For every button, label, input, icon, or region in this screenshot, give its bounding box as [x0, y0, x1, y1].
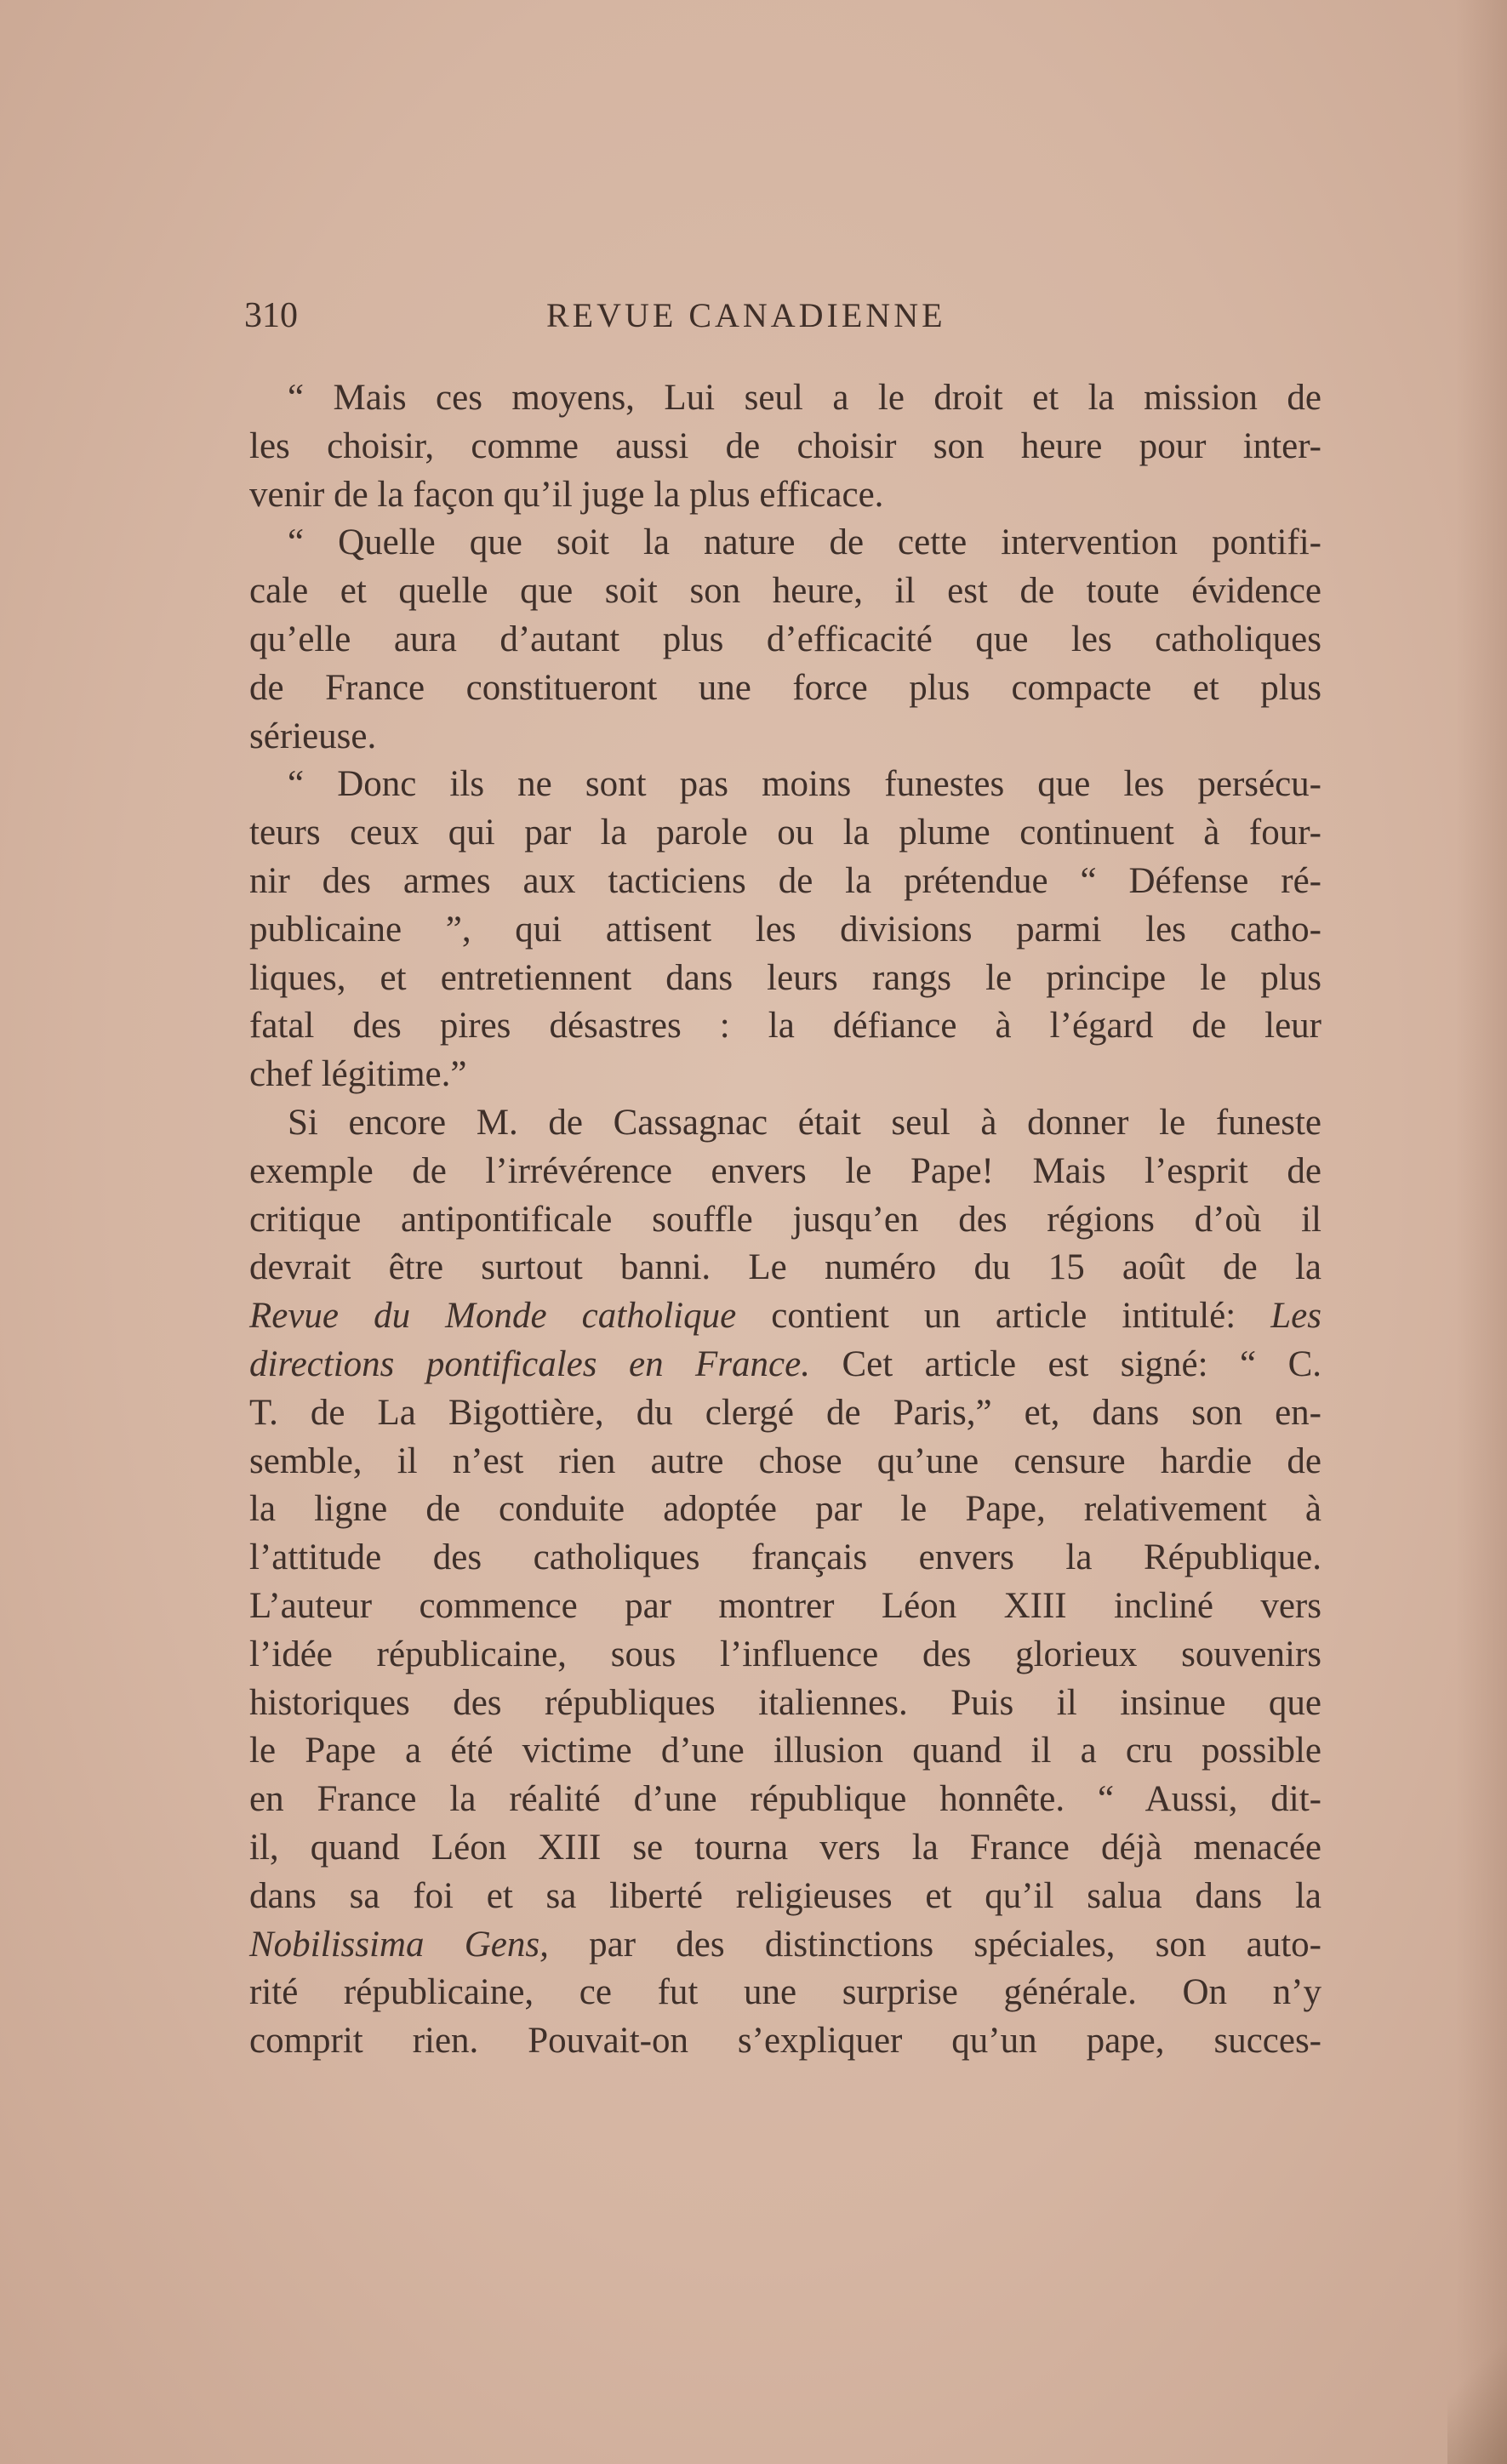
text-line: de France constitueront une force plus compacte et plus — [249, 667, 1321, 708]
text-span: Cet article est signé: “ C. — [809, 1343, 1322, 1384]
text-line: “ Donc ils ne sont pas moins funestes que les persécu- — [288, 764, 1321, 805]
text-line — [249, 1341, 1321, 1389]
text-line: teurs ceux qui par la parole ou la plume continuent à four- — [249, 813, 1321, 853]
text-line: rité républicaine, ce fut une surprise générale. On n’y — [249, 1972, 1321, 2013]
italic-text: Nobilissima Gens, — [249, 1924, 549, 1965]
text-line: publicaine ”, qui attisent les divisions parmi les catho- — [249, 909, 1321, 950]
text-line: les choisir, comme aussi de choisir son heure pour inter- — [249, 425, 1321, 466]
text-line: devrait être surtout banni. Le numéro du 15 août de la — [249, 1247, 1321, 1288]
text-line: l’attitude des catholiques français envers la République. — [249, 1537, 1321, 1578]
italic-text: Revue du Monde catholique — [249, 1296, 737, 1337]
text-line: le Pape a été victime d’une illusion quand il a cru possible — [249, 1731, 1321, 1771]
italic-text: directions pontificales en France. — [249, 1343, 810, 1384]
text-line: T. de La Bigottière, du clergé de Paris,” et, dans son en- — [249, 1392, 1321, 1433]
text-line: semble, il n’est rien autre chose qu’une censure hardie de — [249, 1440, 1321, 1481]
text-line: en France la réalité d’une république honnête. “ Aussi, dit- — [249, 1779, 1321, 1820]
text-line: fatal des pires désastres : la défiance à l’égard de leur — [249, 1006, 1321, 1047]
text-line: Si encore M. de Cassagnac était seul à donner le funeste — [288, 1102, 1321, 1143]
text-line: la ligne de conduite adoptée par le Pape, relativement à — [249, 1489, 1321, 1530]
text-line: exemple de l’irrévérence envers le Pape! Mais l’esprit de — [249, 1150, 1321, 1191]
text-line: nir des armes aux tacticiens de la prétendue “ Défense ré- — [249, 860, 1321, 901]
text-line: cale et quelle que soit son heure, il est de toute évidence — [249, 571, 1321, 612]
text-line: L’auteur commence par montrer Léon XIII incliné vers — [249, 1585, 1321, 1626]
text-span: contient un article intitulé: — [736, 1296, 1271, 1337]
text-line: l’idée républicaine, sous l’influence des glorieux souvenirs — [249, 1634, 1321, 1674]
body-text — [249, 374, 1321, 2066]
running-title: REVUE CANADIENNE — [546, 296, 946, 334]
text-line: venir de la façon qu’il juge la plus efficace. — [249, 474, 884, 515]
page-edge-shadow — [1456, 0, 1507, 2464]
text-line: dans sa foi et sa liberté religieuses et qu’il salua dans la — [249, 1875, 1321, 1916]
text-line — [249, 1921, 1321, 1970]
italic-text: Les — [1270, 1296, 1321, 1337]
page-header — [244, 295, 1321, 338]
corner-wear — [1447, 2311, 1507, 2464]
text-line — [249, 1292, 1321, 1341]
text-line: historiques des républiques italiennes. Puis il insinue que — [249, 1682, 1321, 1723]
text-line: “ Mais ces moyens, Lui seul a le droit et la mission de — [288, 378, 1321, 418]
text-line: liques, et entretiennent dans leurs rangs le principe le plus — [249, 957, 1321, 998]
text-line: “ Quelle que soit la nature de cette intervention pontifi- — [288, 522, 1321, 563]
text-line: sérieuse. — [249, 716, 377, 756]
text-span: par des distinctions spéciales, son auto- — [548, 1924, 1321, 1965]
text-line: comprit rien. Pouvait-on s’expliquer qu’un pape, succes- — [249, 2021, 1321, 2062]
text-line: qu’elle aura d’autant plus d’efficacité que les catholiques — [249, 619, 1321, 659]
page-number: 310 — [244, 296, 298, 335]
text-line: il, quand Léon XIII se tourna vers la France déjà menacée — [249, 1827, 1321, 1868]
text-line: chef légitime.” — [249, 1054, 467, 1095]
text-line: critique antipontificale souffle jusqu’en des régions d’où il — [249, 1199, 1321, 1240]
